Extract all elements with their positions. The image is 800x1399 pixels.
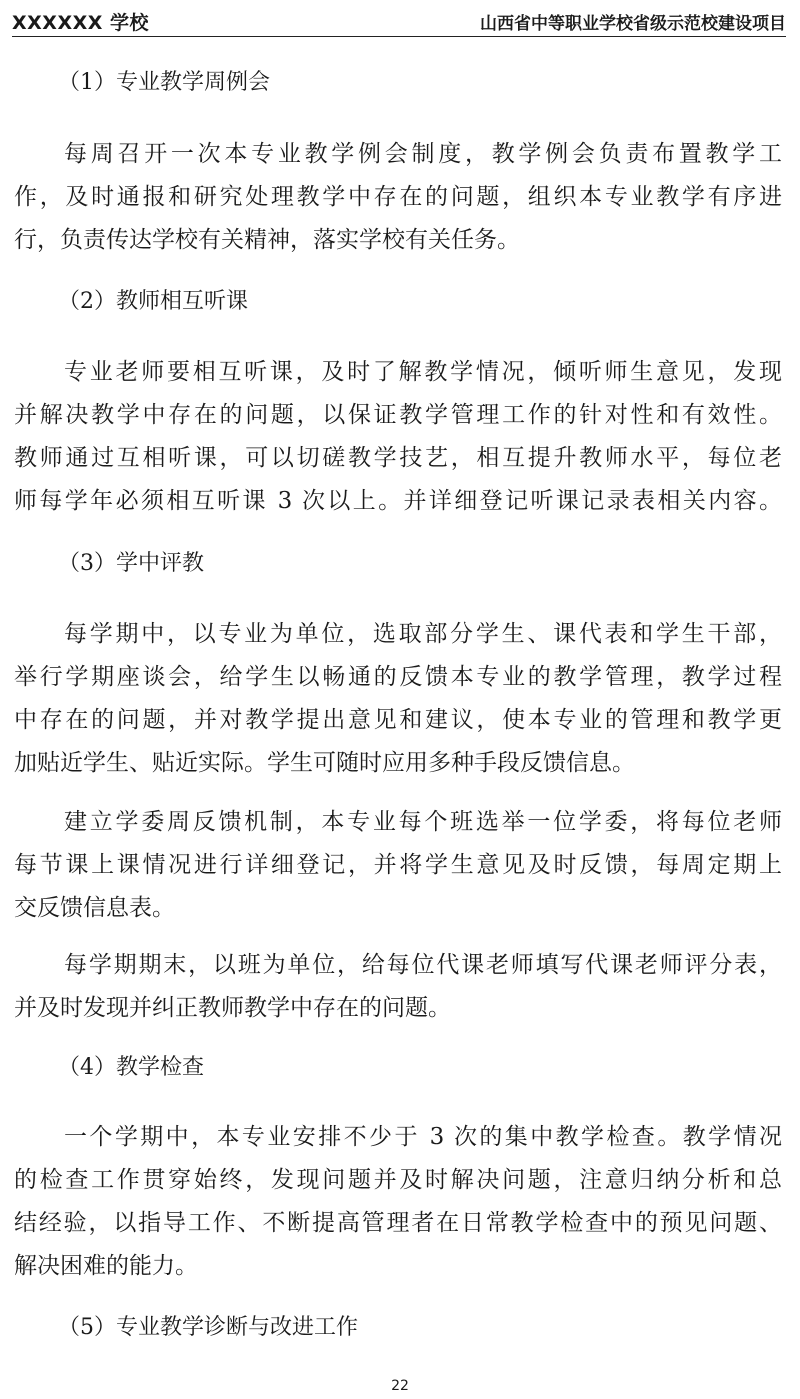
paragraph-line: 每周召开一次本专业教学例会制度，教学例会负责布置教学工 xyxy=(64,141,782,167)
page-header xyxy=(12,6,786,37)
paragraph-line: 交反馈信息表。 xyxy=(14,895,175,921)
paragraph-line: 专业老师要相互听课，及时了解教学情况，倾听师生意见，发现 xyxy=(64,359,782,385)
paragraph-line: 中存在的问题，并对教学提出意见和建议，使本专业的管理和教学更 xyxy=(14,707,782,733)
paragraph-line: 加贴近学生、贴近实际。学生可随时应用多种手段反馈信息。 xyxy=(14,750,635,776)
section-heading-3: （3）学中评教 xyxy=(58,551,204,576)
paragraph-line: 每节课上课情况进行详细登记，并将学生意见及时反馈，每周定期上 xyxy=(14,852,782,878)
paragraph-line: 并及时发现并纠正教师教学中存在的问题。 xyxy=(14,995,451,1021)
paragraph-line: 的检查工作贯穿始终，发现问题并及时解决问题，注意归纳分析和总 xyxy=(14,1167,782,1193)
paragraph-line: 并解决教学中存在的问题，以保证教学管理工作的针对性和有效性。 xyxy=(14,402,782,428)
section-heading-2: （2）教师相互听课 xyxy=(58,289,248,314)
paragraph-line: 解决困难的能力。 xyxy=(14,1253,198,1279)
paragraph-line: 师每学年必须相互听课 3 次以上。并详细登记听课记录表相关内容。 xyxy=(14,488,782,514)
section-heading-4: （4）教学检查 xyxy=(58,1055,204,1080)
paragraph-line: 一个学期中，本专业安排不少于 3 次的集中教学检查。教学情况 xyxy=(64,1124,782,1150)
paragraph-line: 每学期中，以专业为单位，选取部分学生、课代表和学生干部， xyxy=(64,621,782,647)
paragraph-line: 行，负责传达学校有关精神，落实学校有关任务。 xyxy=(14,227,520,253)
page-number: 22 xyxy=(391,1378,409,1394)
paragraph-line: 每学期期末，以班为单位，给每位代课老师填写代课老师评分表， xyxy=(64,952,782,978)
section-heading-1: （1）专业教学周例会 xyxy=(58,70,270,95)
paragraph-line: 作，及时通报和研究处理教学中存在的问题，组织本专业教学有序进 xyxy=(14,184,782,210)
school-name: XXXXXX 学校 xyxy=(12,12,150,34)
project-title: 山西省中等职业学校省级示范校建设项目 xyxy=(480,14,786,34)
paragraph-line: 举行学期座谈会，给学生以畅通的反馈本专业的教学管理，教学过程 xyxy=(14,664,782,690)
section-heading-5: （5）专业教学诊断与改进工作 xyxy=(58,1315,358,1340)
paragraph-line: 教师通过互相听课，可以切磋教学技艺，相互提升教师水平，每位老 xyxy=(14,445,782,471)
paragraph-line: 结经验，以指导工作、不断提高管理者在日常教学检查中的预见问题、 xyxy=(14,1210,782,1236)
paragraph-line: 建立学委周反馈机制，本专业每个班选举一位学委，将每位老师 xyxy=(64,809,782,835)
